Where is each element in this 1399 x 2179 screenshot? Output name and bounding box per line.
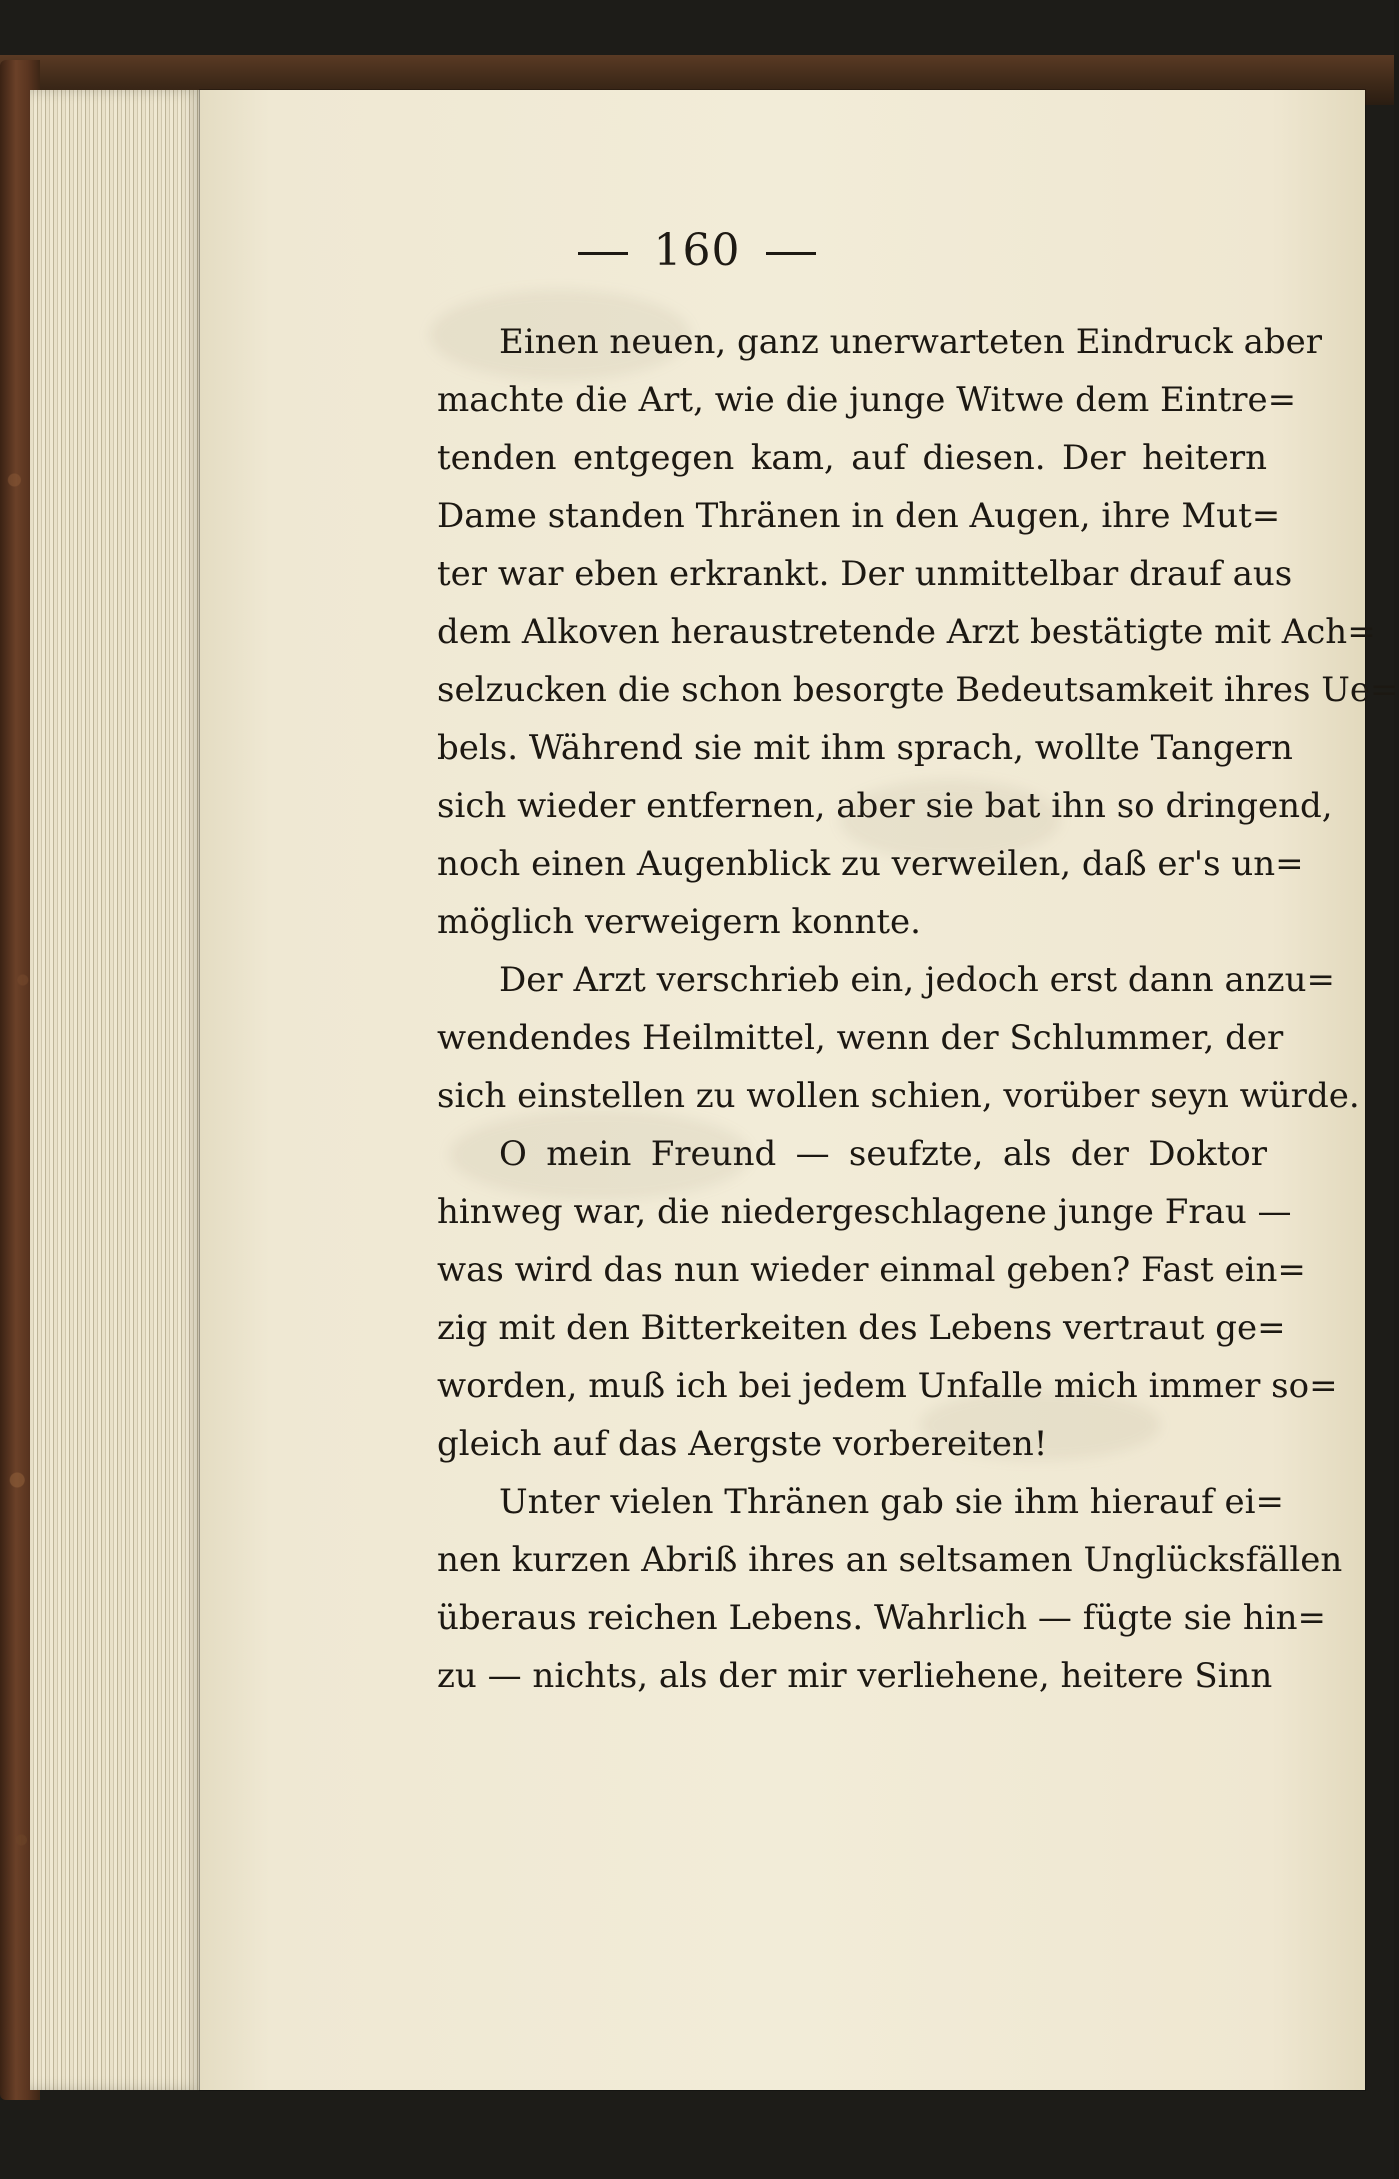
text-line: zig mit den Bitterkeiten des Lebens vertraut ge=	[437, 1308, 1286, 1348]
text-line: nen kurzen Abriß ihres an seltsamen Unglücksfällen	[437, 1540, 1343, 1580]
page-number	[0, 225, 1394, 276]
text-line: gleich auf das Aergste vorbereiten!	[437, 1424, 1048, 1464]
text-line: dem Alkoven heraustretende Arzt bestätigte mit Ach=	[437, 612, 1376, 652]
text-line: Unter vielen Thränen gab sie ihm hierauf ei=	[499, 1482, 1284, 1522]
text-line: zu — nichts, als der mir verliehene, heitere Sinn	[437, 1656, 1273, 1696]
text-line: überaus reichen Lebens. Wahrlich — fügte sie hin=	[437, 1598, 1326, 1638]
text-line: sich einstellen zu wollen schien, vorüber seyn würde.	[437, 1076, 1360, 1116]
text-line: worden, muß ich bei jedem Unfalle mich immer so=	[437, 1366, 1338, 1406]
text-line: ter war eben erkrankt. Der unmittelbar drauf aus	[437, 554, 1293, 594]
text-line: Einen neuen, ganz unerwarteten Eindruck aber	[499, 322, 1323, 362]
text-line: noch einen Augenblick zu verweilen, daß er's un=	[437, 844, 1304, 884]
text-line: Dame standen Thränen in den Augen, ihre Mut=	[437, 496, 1281, 536]
text-line: machte die Art, wie die junge Witwe dem Eintre=	[437, 380, 1297, 420]
body-text	[437, 313, 1399, 1705]
text-line: tenden entgegen kam, auf diesen. Der heitern	[437, 438, 1267, 478]
text-line: möglich verweigern konnte.	[437, 902, 921, 942]
text-line: O mein Freund — seufzte, als der Doktor	[499, 1134, 1267, 1174]
text-line: wendendes Heilmittel, wenn der Schlummer, der	[437, 1018, 1284, 1058]
page-number-dash-left	[578, 252, 628, 255]
text-line: sich wieder entfernen, aber sie bat ihn so dringend,	[437, 786, 1333, 826]
text-line: was wird das nun wieder einmal geben? Fast ein=	[437, 1250, 1306, 1290]
page-number-value: 160	[653, 225, 741, 276]
page-edges	[30, 90, 205, 2090]
text-line: selzucken die schon besorgte Bedeutsamkeit ihres Ue=	[437, 670, 1399, 710]
text-line: hinweg war, die niedergeschlagene junge Frau —	[437, 1192, 1292, 1232]
page-number-dash-right	[766, 252, 816, 255]
text-line: bels. Während sie mit ihm sprach, wollte Tangern	[437, 728, 1293, 768]
text-line: Der Arzt verschrieb ein, jedoch erst dann anzu=	[499, 960, 1335, 1000]
